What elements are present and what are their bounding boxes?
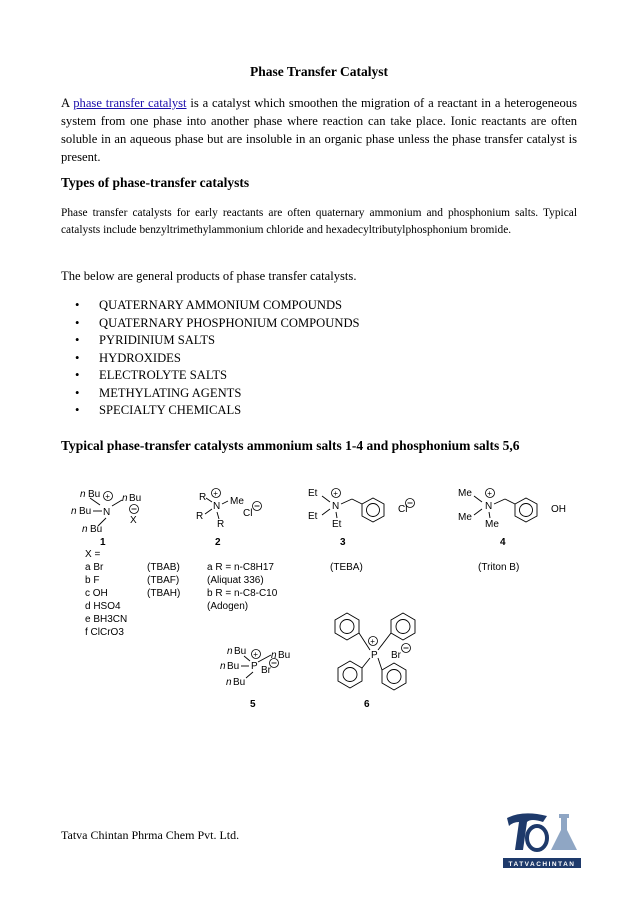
x-option: c OH — [85, 588, 108, 599]
phase-transfer-catalyst-link[interactable]: phase transfer catalyst — [73, 96, 187, 110]
compound-2-number: 2 — [215, 537, 221, 548]
svg-text:R: R — [196, 511, 204, 522]
svg-text:X: X — [130, 515, 137, 526]
compound-2-name-a: (Aliquat 336) — [207, 575, 264, 586]
svg-text:Me: Me — [458, 488, 472, 499]
svg-text:Bu: Bu — [227, 661, 240, 672]
svg-text:Et: Et — [332, 519, 342, 530]
svg-text:+: + — [487, 489, 492, 498]
svg-text:n: n — [271, 650, 277, 661]
list-item: • ELECTROLYTE SALTS — [72, 367, 360, 385]
svg-text:+: + — [213, 489, 218, 498]
compound-5-structure — [220, 646, 290, 710]
svg-text:Et: Et — [308, 488, 318, 499]
list-item: • HYDROXIDES — [72, 350, 360, 368]
types-heading: Types of phase-transfer catalysts — [61, 175, 250, 190]
svg-text:n: n — [220, 661, 226, 672]
svg-text:Bu: Bu — [234, 646, 247, 657]
compound-6-number: 6 — [364, 699, 370, 710]
compound-3-structure — [308, 488, 415, 548]
compound-4-number: 4 — [500, 537, 506, 548]
svg-text:n: n — [227, 646, 233, 657]
list-item: • METHYLATING AGENTS — [72, 385, 360, 403]
svg-text:n: n — [71, 506, 77, 517]
svg-text:Bu: Bu — [233, 677, 246, 688]
x-option-abbr: (TBAB) — [147, 562, 180, 573]
svg-text:n: n — [226, 677, 232, 688]
x-option: d HSO4 — [85, 601, 121, 612]
svg-text:Bu: Bu — [90, 524, 103, 535]
list-item: • SPECIALTY CHEMICALS — [72, 402, 360, 420]
products-intro: The below are general products of phase transfer catalysts. — [61, 269, 357, 283]
x-option-abbr: (TBAF) — [147, 575, 180, 586]
svg-text:n: n — [80, 489, 86, 500]
catalyst-structures-figure — [60, 478, 600, 718]
svg-text:Me: Me — [458, 512, 472, 523]
svg-text:n: n — [122, 493, 128, 504]
svg-text:N: N — [103, 507, 111, 518]
x-option: a Br — [85, 562, 104, 573]
compound-6-structure — [335, 613, 415, 710]
page-title: Phase Transfer Catalyst — [250, 64, 388, 79]
tatva-chintan-logo — [503, 808, 581, 870]
list-item: • QUATERNARY PHOSPHONIUM COMPOUNDS — [72, 315, 360, 333]
svg-text:Me: Me — [485, 519, 499, 530]
svg-text:N: N — [213, 501, 221, 512]
compound-4-name: (Triton B) — [478, 562, 520, 573]
figure-heading: Typical phase-transfer catalysts ammonium salts 1-4 and phosphonium salts 5,6 — [61, 438, 520, 453]
svg-text:P: P — [251, 661, 258, 672]
svg-text:+: + — [105, 492, 110, 501]
svg-text:Bu: Bu — [129, 493, 142, 504]
svg-text:+: + — [253, 650, 258, 659]
intro-paragraph — [61, 94, 577, 166]
x-option: e BH3CN — [85, 614, 128, 625]
compound-4-structure — [458, 488, 566, 548]
x-option: b F — [85, 575, 100, 586]
compound-2-name-b: (Adogen) — [207, 601, 249, 612]
svg-text:N: N — [485, 501, 493, 512]
svg-text:+: + — [370, 637, 375, 646]
compound-2-variant-b: b R = n-C8-C10 — [207, 588, 278, 599]
logo-caption: TATVACHINTAN — [508, 861, 576, 868]
svg-text:+: + — [333, 489, 338, 498]
svg-text:Cl: Cl — [243, 508, 253, 519]
svg-text:Br: Br — [261, 665, 271, 676]
svg-text:P: P — [371, 650, 378, 661]
svg-text:Cl: Cl — [398, 504, 408, 515]
compound-5-number: 5 — [250, 699, 256, 710]
compound-3-number: 3 — [340, 537, 346, 548]
compound-2-variant-a: a R = n-C8H17 — [207, 562, 274, 573]
compound-2-structure — [196, 489, 262, 549]
svg-text:Et: Et — [308, 511, 318, 522]
svg-text:R: R — [199, 492, 207, 503]
svg-text:OH: OH — [551, 504, 566, 515]
list-item: • QUATERNARY AMMONIUM COMPOUNDS — [72, 297, 360, 315]
svg-text:Bu: Bu — [278, 650, 291, 661]
list-item: • PYRIDINIUM SALTS — [72, 332, 360, 350]
compound-1-number: 1 — [100, 537, 106, 548]
footer-company: Tatva Chintan Phrma Chem Pvt. Ltd. — [61, 828, 240, 842]
compound-3-name: (TEBA) — [330, 562, 363, 573]
x-option-abbr: (TBAH) — [147, 588, 181, 599]
svg-text:N: N — [332, 501, 340, 512]
products-list — [72, 297, 360, 420]
svg-text:Me: Me — [230, 496, 244, 507]
x-equals: X = — [85, 549, 101, 560]
svg-text:Bu: Bu — [79, 506, 92, 517]
x-option: f ClCrO3 — [85, 627, 124, 638]
types-paragraph: Phase transfer catalysts for early reactants are often quaternary ammonium and phosphonium salts. Typical catalysts include benzyltrimethylammonium chloride and hexadecyltributylphosphonium bromide. — [61, 207, 577, 236]
intro-text: is a catalyst which smoothen the migration of a reactant in a heterogeneous system from one phase into another phase where reaction can take place. Ionic reactants are often soluble in an aqueous phase but are insoluble in an organic phase unless the phase transfer catalyst is present. — [61, 96, 577, 164]
compound-1-structure — [71, 489, 141, 548]
svg-text:Br: Br — [391, 650, 401, 661]
svg-text:n: n — [82, 524, 88, 535]
svg-text:R: R — [217, 519, 225, 530]
intro-prefix: A — [61, 96, 74, 110]
svg-text:Bu: Bu — [88, 489, 101, 500]
